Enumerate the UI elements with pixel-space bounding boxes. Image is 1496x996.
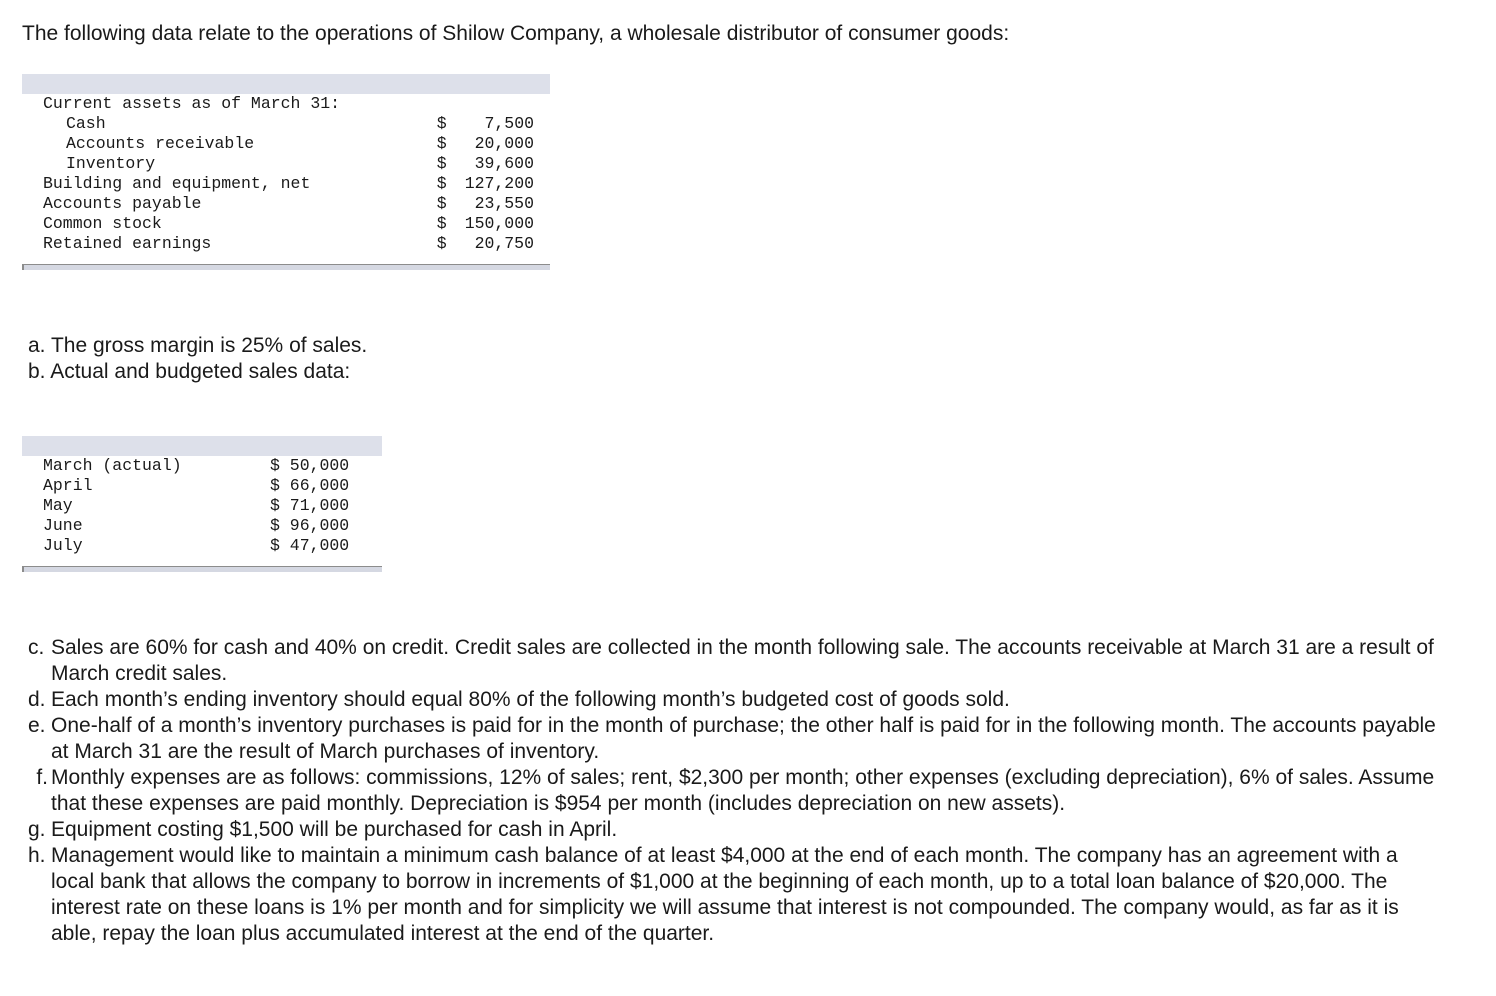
sales-month: April xyxy=(43,476,93,495)
note-item xyxy=(28,843,1438,947)
row-label: Retained earnings xyxy=(43,234,212,253)
table-row xyxy=(22,476,382,496)
table-row xyxy=(22,154,550,174)
note-text: Management would like to maintain a minimum cash balance of at least $4,000 at the end of each month. The company has an agreement with a local bank that allows the company to borrow in increments of $1,000 at the beginning of each month, up to a total loan balance of $20,000. The interest rate on these loans is 1% per month and for simplicity we will assume that interest is not compounded. The company would, as far as it is able, repay the loan plus accumulated interest at the end of the quarter. xyxy=(51,844,1399,945)
note-marker: f. xyxy=(36,766,48,789)
balance-sheet-table xyxy=(22,74,550,270)
row-amount: 7,500 xyxy=(484,114,534,133)
sales-amount: $ 96,000 xyxy=(270,516,350,535)
note-text: Monthly expenses are as follows: commissions, 12% of sales; rent, $2,300 per month; other expenses (excluding depreciation), 6% of sales. Assume that these expenses are paid monthly. Depreciation is $954 per month (includes depreciation on new assets). xyxy=(51,766,1435,815)
row-amount: 39,600 xyxy=(474,154,534,173)
table-header-bar xyxy=(22,436,382,456)
row-amount: 20,750 xyxy=(474,234,534,253)
note-text: Sales are 60% for cash and 40% on credit. Credit sales are collected in the month following sale. The accounts receivable at March 31 are a result of March credit sales. xyxy=(51,636,1434,685)
note-text: Equipment costing $1,500 will be purchased for cash in April. xyxy=(51,818,618,841)
sales-grid xyxy=(22,456,382,556)
note-item xyxy=(28,713,1438,765)
currency-symbol: $ xyxy=(436,154,447,173)
row-amount: 127,200 xyxy=(464,174,534,193)
note-b: b. Actual and budgeted sales data: xyxy=(28,360,351,383)
sales-month: June xyxy=(43,516,83,535)
table-row xyxy=(22,94,550,114)
currency-symbol: $ xyxy=(436,114,447,133)
table-row xyxy=(22,234,550,254)
row-label: Cash xyxy=(66,114,106,133)
sales-amount: $ 71,000 xyxy=(270,496,350,515)
row-amount: 20,000 xyxy=(474,134,534,153)
note-text: Each month’s ending inventory should equal 80% of the following month’s budgeted cost of goods sold. xyxy=(51,688,1010,711)
note-item xyxy=(28,765,1438,817)
row-amount: 23,550 xyxy=(474,194,534,213)
table-footer-bar xyxy=(22,264,550,270)
sales-table xyxy=(22,436,382,572)
note-a: a. The gross margin is 25% of sales. xyxy=(28,334,368,357)
balance-sheet-grid xyxy=(22,94,550,254)
row-amount: 150,000 xyxy=(464,214,534,233)
table-row xyxy=(22,456,382,476)
row-label: Common stock xyxy=(43,214,162,233)
table-row xyxy=(22,516,382,536)
table-row xyxy=(22,536,382,556)
sales-month: July xyxy=(43,536,83,555)
table-row xyxy=(22,134,550,154)
row-label: Accounts payable xyxy=(43,194,202,213)
note-marker: h. xyxy=(28,844,46,867)
row-label: Accounts receivable xyxy=(66,134,255,153)
currency-symbol: $ xyxy=(436,134,447,153)
currency-symbol: $ xyxy=(436,234,447,253)
notes-ab xyxy=(28,333,367,385)
row-label: Inventory xyxy=(66,154,156,173)
sales-amount: $ 47,000 xyxy=(270,536,350,555)
sales-month: March (actual) xyxy=(43,456,182,475)
note-text: One-half of a month’s inventory purchases is paid for in the month of purchase; the other half is paid for in the following month. The accounts payable at March 31 are the result of March purchases of inventory. xyxy=(51,714,1436,763)
note-item xyxy=(28,635,1438,687)
balance-sheet-heading: Current assets as of March 31: xyxy=(43,94,341,113)
currency-symbol: $ xyxy=(436,174,447,193)
table-row xyxy=(22,496,382,516)
note-marker: c. xyxy=(28,636,45,659)
notes-list xyxy=(28,635,1438,947)
table-header-bar xyxy=(22,74,550,94)
note-marker: g. xyxy=(28,818,46,841)
table-row xyxy=(22,194,550,214)
note-marker: d. xyxy=(28,688,46,711)
table-footer-bar xyxy=(22,566,382,572)
note-marker: e. xyxy=(28,714,46,737)
table-row xyxy=(22,174,550,194)
intro-text: The following data relate to the operations of Shilow Company, a wholesale distributor of consumer goods: xyxy=(22,22,1010,45)
note-item xyxy=(28,817,1438,843)
sales-amount: $ 50,000 xyxy=(270,456,350,475)
row-label: Building and equipment, net xyxy=(43,174,311,193)
sales-amount: $ 66,000 xyxy=(270,476,350,495)
currency-symbol: $ xyxy=(436,214,447,233)
table-row xyxy=(22,214,550,234)
sales-month: May xyxy=(43,496,73,515)
currency-symbol: $ xyxy=(436,194,447,213)
note-item xyxy=(28,687,1438,713)
table-row xyxy=(22,114,550,134)
